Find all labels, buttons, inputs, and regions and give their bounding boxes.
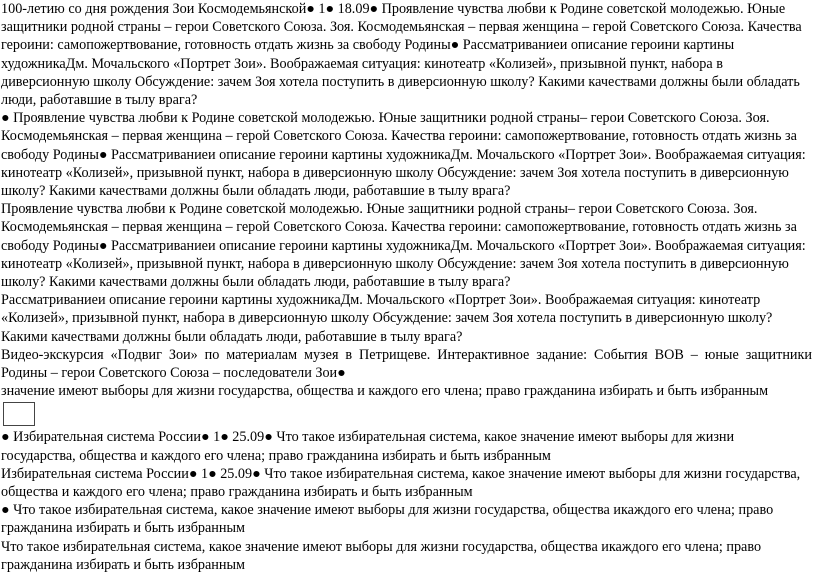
paragraph-electoral-system: Избирательная система России● 1● 25.09● Что такое избирательная система, какое значение имеют выборы для жизни государства, общества и каждого его члена; право гражданина избирать и быть избранным (1, 465, 801, 501)
paragraph-electoral-system-bullet: ● Избирательная система России● 1● 25.09● Что такое избирательная система, какое значение имеют выборы для жизни государства, общества и каждого его члена; право гражданина избирать и быть избранным (1, 429, 735, 464)
paragraph-love-of-homeland: ● Проявление чувства любви к Родине советской молодежью. Юные защитники родной страны– герои Советского Союза. Зоя. Космодемьянская – первая женщина – герой Советского Союза. Качества героини: самопожертвование, готовность отдать жизнь за свободу Родины● Рассматриваниеи описание героини картины художникаДм. Мочальского «Портрет Зои». Воображаемая ситуация: кинотеатр «Колизей», призывной пункт, набора в диверсионную школу Обсуждение: зачем Зоя хотела поступить в диверсионную школу? Какими качествами должны были обладать люди, работавшие в тылу врага? (1, 110, 806, 200)
paragraph-video-excursion: Видео-экскурсия «Подвиг Зои» по материалам музея в Петрищеве. Интерактивное задание: События ВОВ – юные защитники Родины – герои Советского Союза – последователи Зои● (1, 346, 812, 382)
paragraph-what-is-electoral-bullet: ● Что такое избирательная система, какое значение имеют выборы для жизни государства, общества икаждого его члена; право гражданина избирать и быть избранным (1, 502, 774, 537)
paragraph-elections-meaning: значение имеют выборы для жизни государства, общества и каждого его члена; право гражданина избирать и быть избранным (1, 383, 769, 400)
paragraph-portrait-discussion: Рассматриваниеи описание героини картины художникаДм. Мочальского «Портрет Зои». Воображаемая ситуация: кинотеатр «Колизей», призывной пункт, набора в диверсионную школу Обсуждение: зачем Зоя хотела поступить в диверсионную школу? Какими качествами должны были обладать люди, работавшие в тылу врага? (1, 292, 773, 345)
paragraph-zoya-intro: 100-летию со дня рождения Зои Космодемьянской● 1● 18.09● Проявление чувства любви к Родине советской молодежью. Юные защитники родной страны – герои Советского Союза. Зоя. Космодемьянская – первая женщина – герой Советского Союза. Качества героини: самопожертвование, готовность отдать жизнь за свободу Родины● Рассматриваниеи описание героини картины художникаДм. Мочальского «Портрет Зои». Воображаемая ситуация: кинотеатр «Колизей», призывной пункт, набора в диверсионную школу Обсуждение: зачем Зоя хотела поступить в диверсионную школу? Какими качествами должны были обладать люди, работавшие в тылу врага? (1, 1, 802, 109)
paragraph-love-of-homeland-repeat: Проявление чувства любви к Родине советской молодежью. Юные защитники родной страны– герои Советского Союза. Зоя. Космодемьянская – первая женщина – герой Советского Союза. Качества героини: самопожертвование, готовность отдать жизнь за свободу Родины● Рассматриваниеи описание героини картины художникаДм. Мочальского «Портрет Зои». Воображаемая ситуация: кинотеатр «Колизей», призывной пункт, набора в диверсионную школу Обсуждение: зачем Зоя хотела поступить в диверсионную школу? Какими качествами должны были обладать люди, работавшие в тылу врага? (1, 201, 806, 291)
paragraph-what-is-electoral: Что такое избирательная система, какое значение имеют выборы для жизни государства, общества икаждого его члена; право гражданина избирать и быть избранным (1, 538, 762, 573)
empty-box (3, 402, 35, 426)
